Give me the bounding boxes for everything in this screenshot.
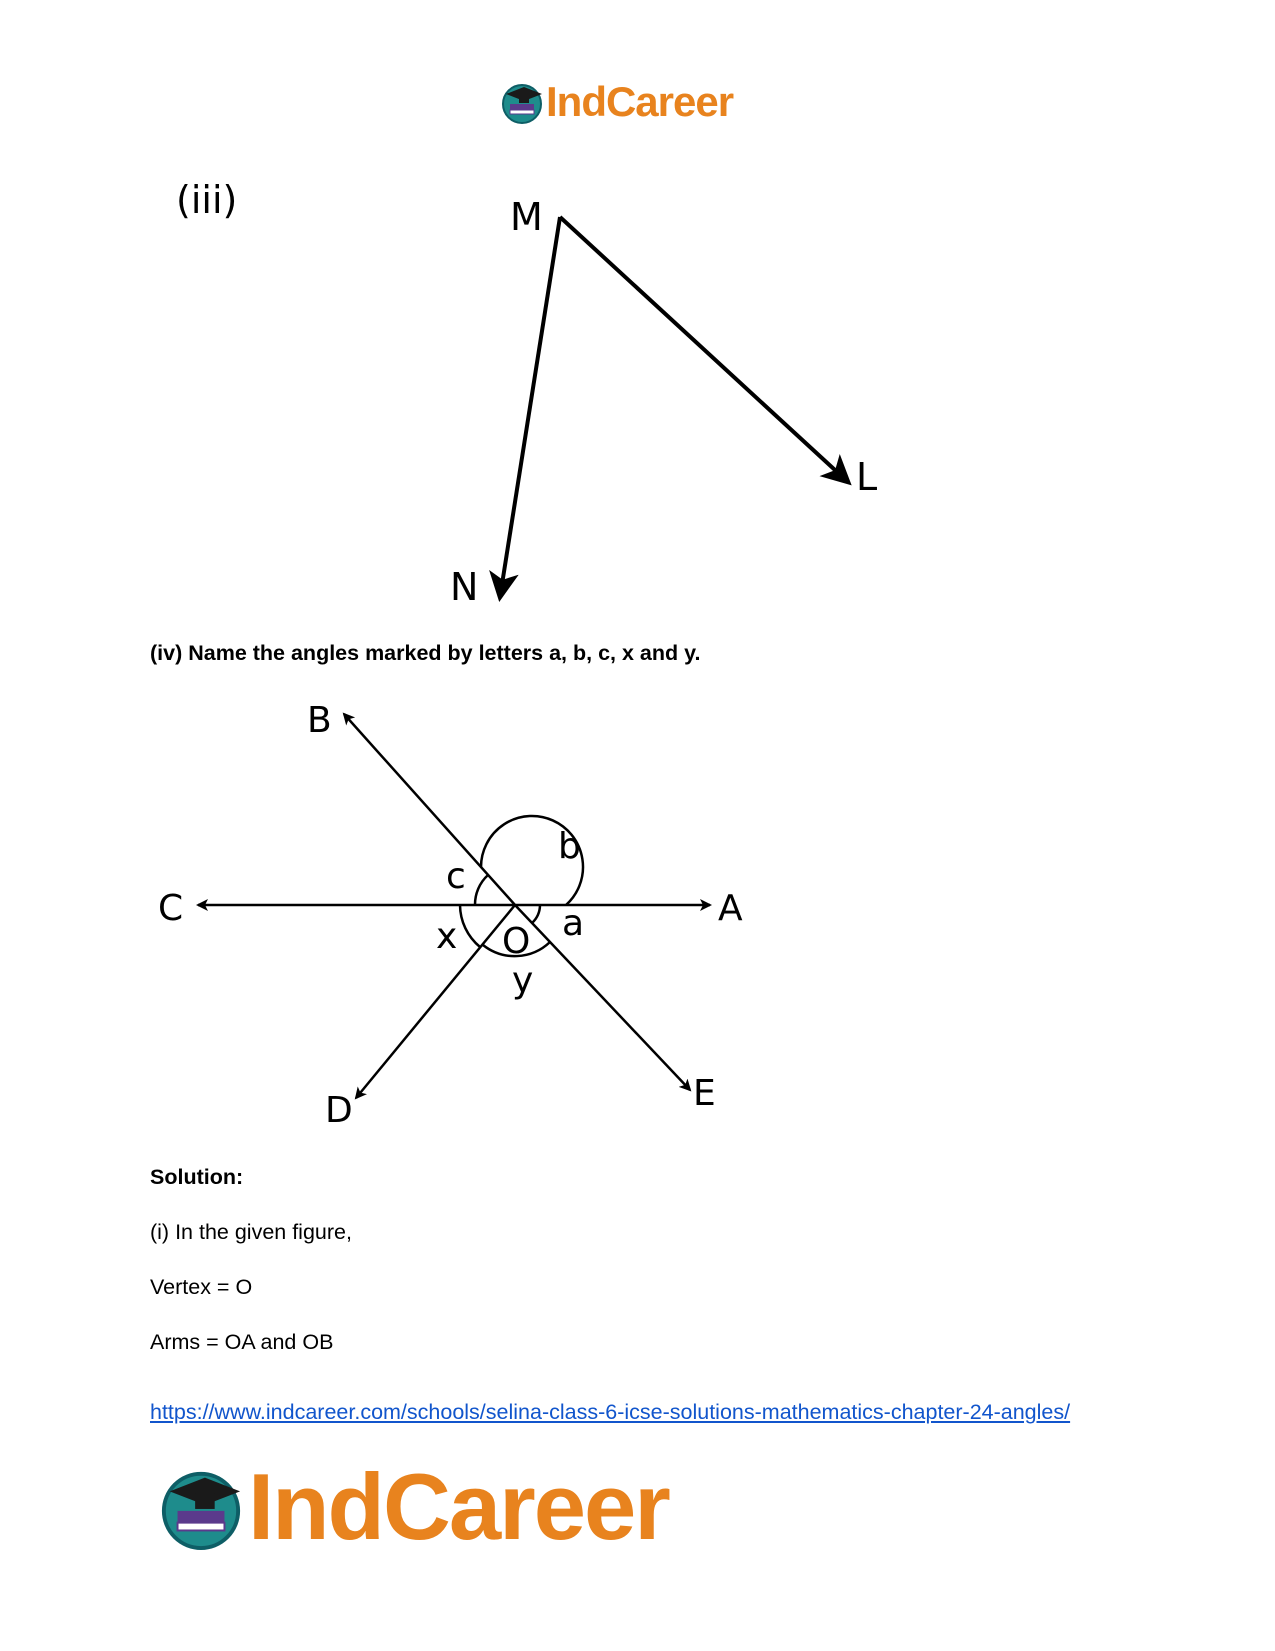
angle-a-label: a — [562, 903, 585, 944]
point-M-label: M — [510, 195, 543, 239]
arc-c — [475, 875, 488, 905]
ray-OB — [344, 714, 515, 905]
brand-logo-footer — [158, 1454, 669, 1559]
ray-C-label: C — [158, 888, 184, 929]
ray-OE — [515, 905, 690, 1090]
solution-line-2: Vertex = O — [150, 1275, 253, 1299]
brand-name: IndCareer — [546, 78, 734, 125]
angle-c-label: c — [446, 856, 466, 897]
solution-line-1: (i) In the given figure, — [150, 1220, 352, 1244]
graduation-cap-book-globe-icon — [158, 1464, 244, 1550]
arc-a — [532, 905, 540, 923]
question-iv: (iv) Name the angles marked by letters a, b, c, x and y. — [150, 641, 701, 665]
ray-E-label: E — [693, 1073, 716, 1114]
ray-A-label: A — [718, 888, 743, 929]
brand-name-footer: IndCareer — [248, 1454, 669, 1559]
angle-b-label: b — [558, 826, 581, 867]
solution-line-3: Arms = OA and OB — [150, 1330, 334, 1354]
ray-D-label: D — [325, 1090, 353, 1131]
point-L-label: L — [856, 455, 878, 499]
figure-iii-label: (iii) — [176, 178, 238, 222]
source-link[interactable]: https://www.indcareer.com/schools/selina-class-6-icse-solutions-mathematics-chapter-24-angles/ — [150, 1400, 1071, 1424]
arc-x — [460, 905, 480, 947]
point-N-label: N — [450, 565, 479, 609]
center-O-label: O — [502, 921, 531, 962]
ray-B-label: B — [307, 700, 332, 741]
solution-heading: Solution: — [150, 1165, 244, 1189]
angle-x-label: x — [436, 916, 458, 957]
angle-y-label: y — [512, 960, 534, 1001]
